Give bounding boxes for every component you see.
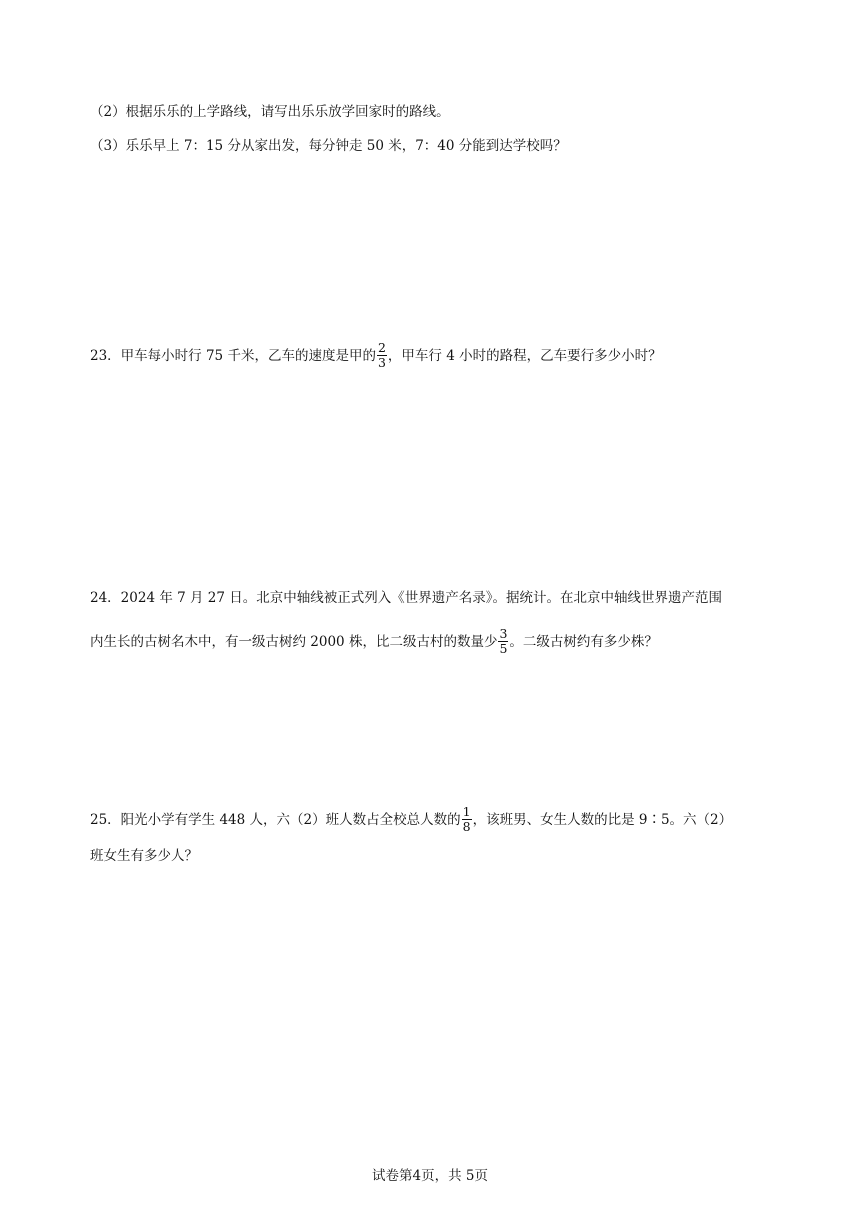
question-25-text-before-fraction: 25．阳光小学有学生 448 人，六（2）班人数占全校总人数的 [90, 812, 461, 828]
question-24-line-2 [90, 628, 658, 657]
fraction-numerator: 3 [499, 626, 508, 641]
question-25-line-2: 班女生有多少人？ [90, 848, 198, 864]
question-24-line-1: 24．2024 年 7 月 27 日。北京中轴线被正式列入《世界遗产名录》。据统计。在北京中轴线世界遗产范围 [90, 590, 723, 606]
fraction-denominator: 8 [462, 819, 471, 834]
page-footer: 试卷第4页，共 5页 [372, 1168, 488, 1184]
question-24-text-before-fraction: 内生长的古树名木中，有一级古树约 2000 株，比二级古村的数量少 [90, 634, 498, 650]
question-25-line-1 [90, 806, 732, 835]
question-23-text-before-fraction: 23．甲车每小时行 75 千米，乙车的速度是甲的 [90, 348, 376, 364]
question-23 [90, 342, 662, 371]
question-24-text-after-fraction: 。二级古树约有多少株？ [509, 634, 658, 650]
question-23-text-after-fraction: ，甲车行 4 小时的路程，乙车要行多少小时？ [387, 348, 662, 364]
fraction-two-thirds [377, 341, 387, 370]
fraction-numerator: 2 [377, 340, 386, 355]
fraction-three-fifths [498, 627, 508, 656]
fraction-denominator: 3 [377, 355, 386, 370]
fraction-denominator: 5 [499, 641, 508, 656]
question-22-part-2: （2）根据乐乐的上学路线，请写出乐乐放学回家时的路线。 [90, 104, 450, 120]
fraction-one-eighth [462, 805, 472, 834]
fraction-numerator: 1 [462, 804, 471, 819]
question-25-text-after-fraction: ，该班男、女生人数的比是 9∶5。六（2） [472, 812, 733, 828]
question-22-part-3: （3）乐乐早上 7：15 分从家出发，每分钟走 50 米，7：40 分能到达学校吗？ [90, 138, 567, 154]
